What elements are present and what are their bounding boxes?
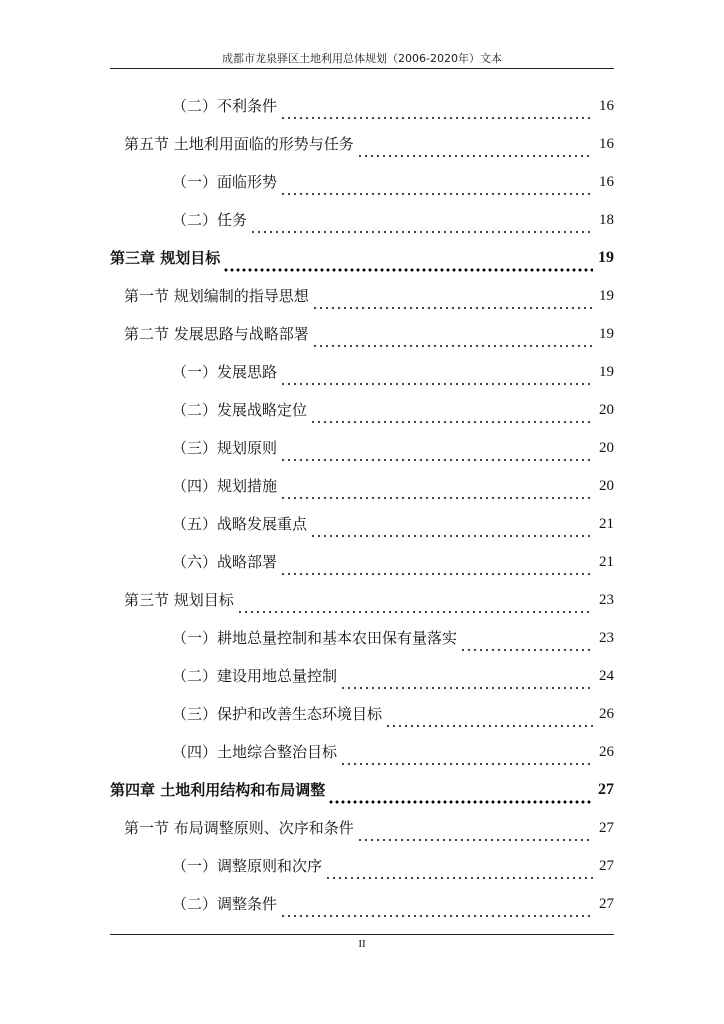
toc-leader-dots — [385, 700, 593, 728]
toc-entry-label: （四）土地综合整治目标 — [172, 743, 338, 761]
toc-entry-page: 19 — [599, 364, 614, 380]
toc-entry[interactable] — [172, 890, 614, 918]
toc-leader-dots — [280, 890, 593, 918]
toc-entry[interactable] — [172, 548, 614, 576]
toc-leader-dots — [280, 92, 593, 120]
toc-entry-label: 第五节 土地利用面临的形势与任务 — [124, 135, 354, 153]
toc-leader-dots — [237, 586, 593, 614]
footer-divider — [110, 934, 614, 935]
toc-entry-page: 16 — [599, 98, 614, 114]
toc-entry[interactable] — [172, 738, 614, 766]
toc-entry-page: 20 — [599, 478, 614, 494]
toc-entry[interactable] — [172, 434, 614, 462]
toc-chapter-entry[interactable] — [110, 776, 614, 804]
toc-leader-dots — [280, 548, 593, 576]
toc-entry-label: 第三节 规划目标 — [124, 591, 234, 609]
toc-leader-dots — [460, 624, 593, 652]
toc-entry-page: 27 — [598, 781, 614, 798]
toc-entry[interactable] — [124, 586, 614, 614]
toc-entry[interactable] — [124, 814, 614, 842]
toc-leader-dots — [325, 852, 593, 880]
toc-leader-dots — [280, 472, 593, 500]
toc-chapter-entry[interactable] — [110, 244, 614, 272]
toc-entry-label: （一）发展思路 — [172, 363, 278, 381]
toc-leader-dots — [357, 130, 593, 158]
toc-entry-page: 27 — [599, 896, 614, 912]
toc-leader-dots — [340, 738, 593, 766]
toc-entry-page: 19 — [599, 288, 614, 304]
toc-entry-label: （一）耕地总量控制和基本农田保有量落实 — [172, 629, 458, 647]
toc-entry[interactable] — [124, 282, 614, 310]
toc-entry-page: 19 — [598, 249, 614, 266]
toc-entry-page: 27 — [599, 858, 614, 874]
toc-entry-page: 26 — [599, 706, 614, 722]
toc-entry-page: 21 — [599, 554, 614, 570]
toc-entry[interactable] — [172, 624, 614, 652]
toc-entry[interactable] — [124, 320, 614, 348]
header-divider — [110, 68, 614, 69]
toc-leader-dots — [280, 434, 593, 462]
toc-entry[interactable] — [172, 852, 614, 880]
toc-leader-dots — [340, 662, 593, 690]
toc-entry-label: （四）规划措施 — [172, 477, 278, 495]
toc-entry[interactable] — [172, 396, 614, 424]
toc-entry-page: 16 — [599, 136, 614, 152]
toc-leader-dots — [280, 168, 593, 196]
toc-entry-label: （二）任务 — [172, 211, 248, 229]
toc-entry-page: 19 — [599, 326, 614, 342]
toc-leader-dots — [312, 320, 593, 348]
toc-leader-dots — [280, 358, 593, 386]
toc-entry-label: （三）保护和改善生态环境目标 — [172, 705, 383, 723]
toc-entry[interactable] — [172, 168, 614, 196]
toc-entry-label: （一）调整原则和次序 — [172, 857, 323, 875]
toc-leader-dots — [310, 510, 593, 538]
page-number: II — [358, 938, 366, 950]
toc-leader-dots — [312, 282, 593, 310]
toc-leader-dots — [223, 244, 593, 272]
toc-entry[interactable] — [172, 92, 614, 120]
toc-entry-label: 第三章 规划目标 — [110, 249, 221, 267]
toc-entry-page: 16 — [599, 174, 614, 190]
toc-entry[interactable] — [172, 510, 614, 538]
toc-leader-dots — [250, 206, 593, 234]
toc-entry-label: （六）战略部署 — [172, 553, 278, 571]
toc-leader-dots — [357, 814, 593, 842]
running-header-title: 成都市龙泉驿区土地利用总体规划（2006-2020年）文本 — [222, 52, 502, 65]
toc-entry-label: 第一节 规划编制的指导思想 — [124, 287, 309, 305]
toc-entry-page: 21 — [599, 516, 614, 532]
toc-entry-page: 23 — [599, 592, 614, 608]
toc-entry-label: （五）战略发展重点 — [172, 515, 308, 533]
toc-entry-label: （二）建设用地总量控制 — [172, 667, 338, 685]
toc-entry-page: 20 — [599, 440, 614, 456]
toc-entry-page: 26 — [599, 744, 614, 760]
toc-entry-label: 第二节 发展思路与战略部署 — [124, 325, 309, 343]
toc-entry-label: （三）规划原则 — [172, 439, 278, 457]
toc-leader-dots — [310, 396, 593, 424]
toc-entry[interactable] — [124, 130, 614, 158]
toc-entry-label: 第四章 土地利用结构和布局调整 — [110, 781, 326, 799]
toc-entry[interactable] — [172, 472, 614, 500]
toc-entry-page: 24 — [599, 668, 614, 684]
toc-entry-label: （二）不利条件 — [172, 97, 278, 115]
toc-entry-label: （二）发展战略定位 — [172, 401, 308, 419]
toc-leader-dots — [328, 776, 593, 804]
toc-entry-page: 27 — [599, 820, 614, 836]
toc-entry[interactable] — [172, 662, 614, 690]
toc-entry-label: 第一节 布局调整原则、次序和条件 — [124, 819, 354, 837]
toc-entry-label: （二）调整条件 — [172, 895, 278, 913]
toc-entry-page: 18 — [599, 212, 614, 228]
toc-entry-page: 23 — [599, 630, 614, 646]
toc-entry[interactable] — [172, 700, 614, 728]
toc-entry-label: （一）面临形势 — [172, 173, 278, 191]
toc-entry[interactable] — [172, 358, 614, 386]
toc-entry[interactable] — [172, 206, 614, 234]
toc-entry-page: 20 — [599, 402, 614, 418]
